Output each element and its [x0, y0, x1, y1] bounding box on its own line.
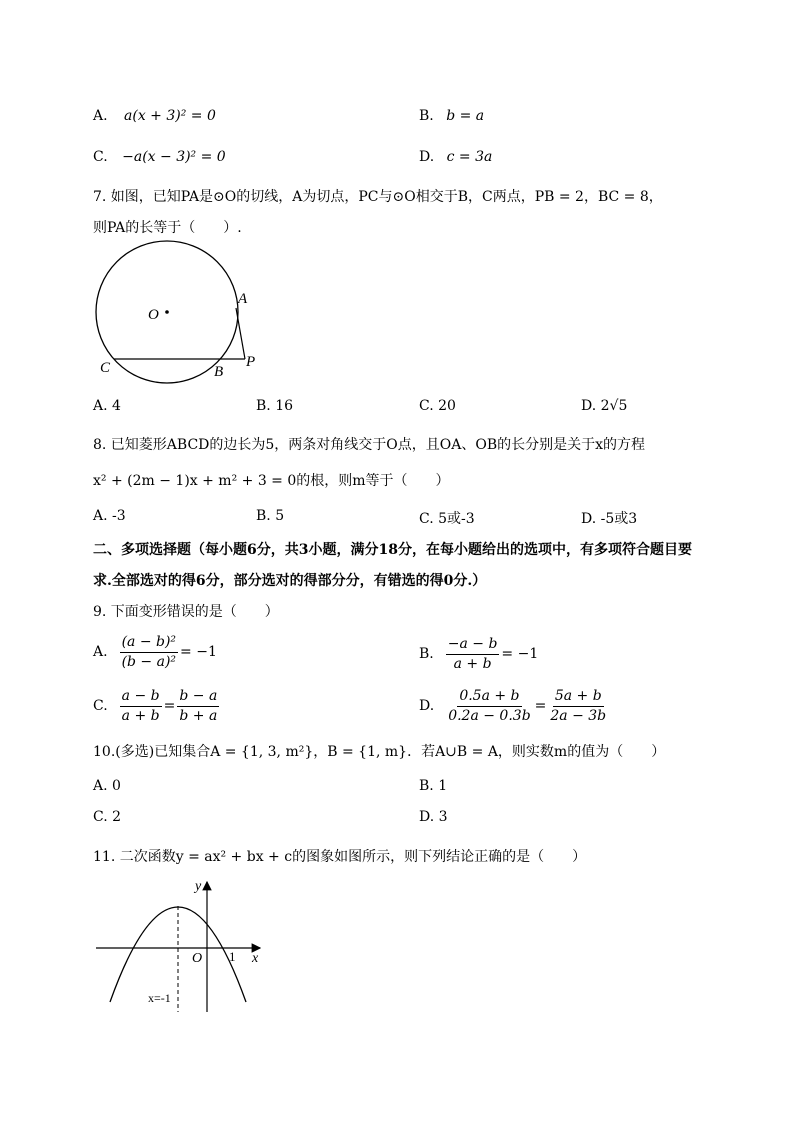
- denominator: (b − a)²: [121, 653, 177, 670]
- option-expr: c = 3a: [446, 149, 493, 165]
- q7-option-a: A. 4: [93, 398, 121, 414]
- q6-option-d: [419, 149, 492, 165]
- q11-stem: 11. 二次函数y = ax² + bx + c的图象如图所示，则下列结论正确的是（ ）: [93, 849, 587, 865]
- fraction: [446, 688, 532, 725]
- denominator: 0.2a − 0.3b: [448, 707, 531, 724]
- numerator: a − b: [120, 688, 162, 707]
- numerator: −a − b: [446, 636, 500, 655]
- label-one: 1: [229, 949, 236, 964]
- rhs: = −1: [501, 646, 539, 663]
- q8-option-b: B. 5: [256, 508, 285, 524]
- option-expr: −a(x − 3)² = 0: [122, 149, 226, 165]
- fraction: [120, 688, 162, 725]
- section-heading-line1: 二、多项选择题（每小题6分，共3小题，满分18分，在每小题给出的选项中，有多项符合题目要: [93, 542, 692, 558]
- label-x: x: [252, 951, 259, 966]
- denominator: b + a: [179, 707, 218, 724]
- option-label: B.: [419, 108, 434, 124]
- numerator: (a − b)²: [120, 634, 178, 653]
- q9-option-c: [93, 688, 221, 725]
- numerator: b − a: [177, 688, 219, 707]
- q8-option-c: C. 5或-3: [419, 511, 475, 527]
- q10-stem: 10.(多选)已知集合A = {1, 3, m²}，B = {1, m}．若A∪B = A，则实数m的值为（ ）: [93, 744, 666, 760]
- option-expr: b = a: [446, 108, 485, 124]
- fraction: [120, 634, 178, 671]
- q7-option-b: B. 16: [256, 398, 294, 414]
- rhs: = −1: [180, 644, 217, 661]
- fraction: [446, 636, 500, 673]
- fraction: [177, 688, 219, 725]
- q8-stem-line2: x² + (2m − 1)x + m² + 3 = 0的根，则m等于（ ）: [93, 473, 450, 489]
- center-point: [165, 310, 169, 314]
- option-label: C.: [93, 698, 108, 715]
- equals: =: [163, 698, 176, 715]
- q6-option-b: [419, 108, 484, 124]
- numerator: 0.5a + b: [457, 688, 521, 707]
- q8-option-d: D. -5或3: [581, 511, 638, 527]
- q7-option-c: C. 20: [419, 398, 456, 414]
- option-label: D.: [419, 698, 435, 715]
- label-y: y: [195, 879, 202, 894]
- label-axis-x: x=-1: [148, 991, 171, 1005]
- denominator: a + b: [121, 707, 160, 724]
- label-p: P: [246, 354, 256, 370]
- q7-stem-line2: 则PA的长等于（ ）.: [93, 220, 242, 236]
- option-label: B.: [419, 646, 434, 663]
- label-b: B: [214, 364, 224, 380]
- option-label: A.: [93, 108, 108, 124]
- q9-option-b: [419, 636, 538, 673]
- label-origin: O: [192, 951, 203, 966]
- q7-stem-line1: 7. 如图，已知PA是⊙O的切线，A为切点，PC与⊙O相交于B，C两点，PB = 2，BC = 8，: [93, 189, 663, 205]
- equals: =: [534, 698, 547, 715]
- q6-option-a: [93, 108, 216, 124]
- q10-option-c: C. 2: [93, 809, 122, 825]
- option-label: D.: [419, 149, 435, 165]
- segment-pa: [236, 308, 245, 359]
- label-c: C: [100, 360, 111, 376]
- denominator: 2a − 3b: [550, 707, 607, 724]
- q10-option-b: B. 1: [419, 778, 448, 794]
- q6-option-c: [93, 149, 226, 165]
- fraction: [548, 688, 608, 725]
- denominator: a + b: [453, 655, 492, 672]
- q10-option-a: A. 0: [93, 778, 121, 794]
- q10-option-d: D. 3: [419, 809, 448, 825]
- option-label: A.: [93, 644, 108, 661]
- label-a: A: [238, 291, 248, 307]
- q8-option-a: A. -3: [93, 508, 126, 524]
- q7-circle-figure: [90, 238, 270, 388]
- label-o: O: [148, 307, 159, 323]
- q9-option-a: [93, 634, 217, 671]
- section-heading-line2: 求.全部选对的得6分，部分选对的得部分分，有错选的得0分.）: [93, 573, 487, 589]
- numerator: 5a + b: [553, 688, 604, 707]
- q9-stem: 9. 下面变形错误的是（ ）: [93, 604, 279, 620]
- q8-stem-line1: 8. 已知菱形ABCD的边长为5，两条对角线交于O点，且OA、OB的长分别是关于x的方程: [93, 437, 646, 453]
- q9-option-d: [419, 688, 610, 725]
- option-expr: a(x + 3)² = 0: [124, 108, 216, 124]
- option-label: C.: [93, 149, 108, 165]
- q7-option-d: D. 2√5: [581, 398, 628, 414]
- q11-parabola-figure: [90, 870, 280, 1020]
